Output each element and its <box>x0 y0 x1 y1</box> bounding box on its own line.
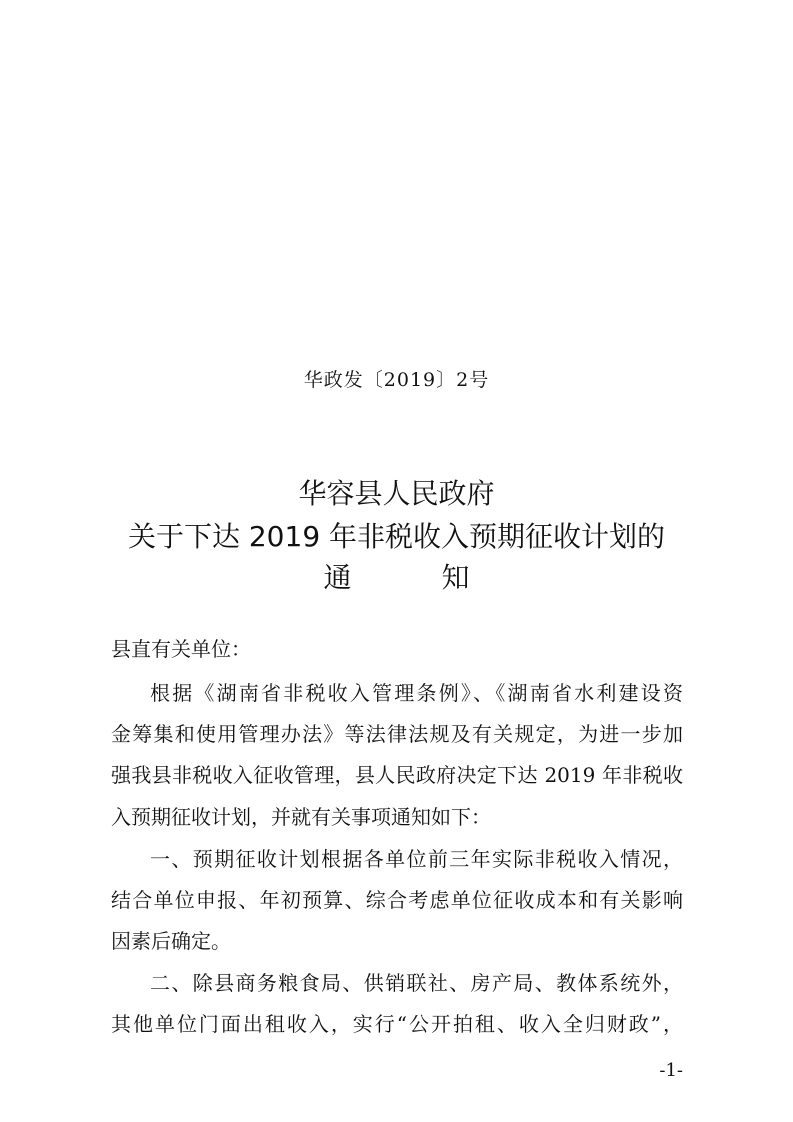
page-number: -1- <box>659 1060 683 1081</box>
body-line-1: 根据《湖南省非税收入管理条例》、《湖南省水利建设资 <box>150 681 683 705</box>
body-line-3: 强我县非税收入征收管理，县人民政府决定下达 2019 年非税收 <box>111 763 683 787</box>
body-line-4: 入预期征收计划，并就有关事项通知如下： <box>111 805 491 829</box>
body-line-5: 一、预期征收计划根据各单位前三年实际非税收入情况， <box>150 847 683 871</box>
title-notice <box>0 558 793 598</box>
salutation: 县直有关单位： <box>111 637 251 661</box>
title-subject: 关于下达 2019 年非税收入预期征收计划的 <box>127 520 666 553</box>
title-notice-char-2: 知 <box>441 561 470 594</box>
body-line-8: 二、除县商务粮食局、供销联社、房产局、教体系统外， <box>150 971 683 995</box>
body-line-2: 金筹集和使用管理办法》等法律法规及有关规定，为进一步加 <box>111 722 683 746</box>
body-line-9: 其他单位门面出租收入，实行“公开拍租、收入全归财政”， <box>111 1012 683 1036</box>
title-notice-char-1: 通 <box>323 561 352 594</box>
body-line-7: 因素后确定。 <box>111 929 231 953</box>
title-issuer: 华容县人民政府 <box>298 477 495 510</box>
body-line-6: 结合单位申报、年初预算、综合考虑单位征收成本和有关影响 <box>111 888 683 912</box>
document-number: 华政发〔2019〕2号 <box>303 369 490 391</box>
